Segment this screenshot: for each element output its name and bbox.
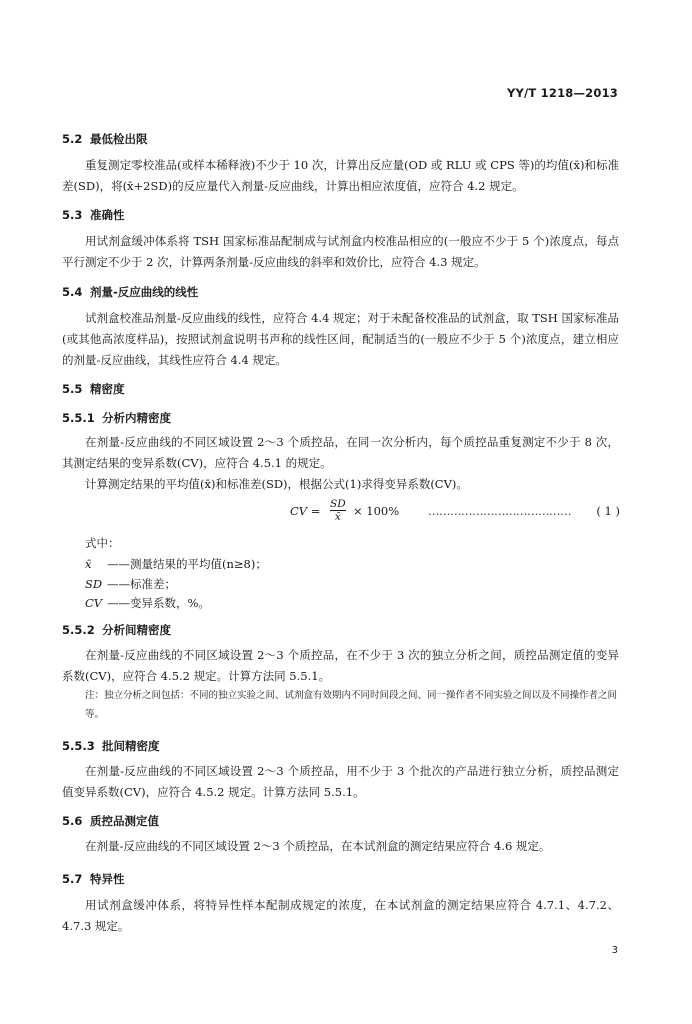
section-body-5-3: 用试剂盒缓冲体系将 TSH 国家标准品配制成与试剂盒内校准品相应的(一般应不少于 5 个)浓度点，每点平行测定不少于 2 次，计算两条剂量-反应曲线的斜率和效价比，应符合 4.3 规定。	[62, 234, 619, 269]
section-heading-5-6	[62, 813, 159, 829]
definition-symbol: CV	[85, 596, 103, 610]
section-body-5-7: 用试剂盒缓冲体系，将特异性样本配制成规定的浓度，在本试剂盒的测定结果应符合 4.7.1、4.7.2、4.7.3 规定。	[62, 898, 619, 933]
section-number: 5.5.3	[62, 739, 95, 753]
formula-number: ( 1 )	[596, 504, 620, 518]
section-number: 5.7	[62, 872, 83, 886]
section-number: 5.5.1	[62, 411, 95, 425]
standard-code-header: YY/T 1218—2013	[506, 86, 618, 100]
section-number: 5.6	[62, 814, 83, 828]
where-label: 式中：	[85, 536, 120, 550]
note	[85, 686, 620, 724]
section-body-5-2: 重复测定零校准品(或样本稀释液)不少于 10 次，计算出反应量(OD 或 RLU 或 CPS 等)的均值(x̄)和标准差(SD)，将(x̄+2SD)的反应量代入剂量-反应曲线，计算出相应浓度值，应符合 4.2 规定。	[62, 158, 619, 193]
section-heading-5-2	[62, 131, 148, 147]
section-body-5-5-1: 在剂量-反应曲线的不同区域设置 2～3 个质控品，在同一次分析内，每个质控品重复测定不少于 8 次，其测定结果的变异系数(CV)，应符合 4.5.1 的规定。	[62, 435, 619, 470]
formula-leader-dots: …………………………………	[428, 504, 571, 518]
formula-numerator: SD	[330, 498, 346, 510]
section-body-5-5-2: 在剂量-反应曲线的不同区域设置 2～3 个质控品，在不少于 3 次的独立分析之间，质控品测定值的变异系数(CV)，应符合 4.5.2 规定。计算方法同 5.5.1。	[62, 648, 619, 683]
section-heading-5-5-2	[62, 622, 171, 638]
note-text: 注：独立分析之间包括：不同的独立实验之间、试剂盒有效期内不同时间段之间、同一操作者不同实验之间以及不同操作者之间等。	[85, 690, 618, 720]
section-heading-5-5-3	[62, 738, 160, 754]
section-title: 准确性	[90, 208, 125, 222]
section-number: 5.5.2	[62, 623, 95, 637]
section-number: 5.2	[62, 132, 83, 146]
formula-denominator: x̄	[330, 510, 346, 523]
section-heading-5-7	[62, 871, 125, 887]
section-title: 精密度	[90, 382, 125, 396]
section-heading-5-5-1	[62, 410, 171, 426]
section-title: 最低检出限	[90, 132, 148, 146]
section-heading-5-3	[62, 207, 125, 223]
page-number: 3	[611, 945, 618, 956]
section-body-5-6: 在剂量-反应曲线的不同区域设置 2～3 个质控品，在本试剂盒的测定结果应符合 4.6 规定。	[85, 839, 551, 853]
definition-text: ——变异系数，%。	[107, 596, 210, 610]
section-number: 5.5	[62, 382, 83, 396]
section-title: 分析间精密度	[102, 623, 171, 637]
section-body-5-5-1-formula-intro: 计算测定结果的平均值(x̄)和标准差(SD)，根据公式(1)求得变异系数(CV)。	[85, 477, 468, 491]
section-title: 分析内精密度	[102, 411, 171, 425]
section-title: 质控品测定值	[90, 814, 159, 828]
section-heading-5-5	[62, 381, 125, 397]
definition-item	[85, 556, 267, 572]
section-title: 剂量-反应曲线的线性	[90, 285, 199, 299]
section-number: 5.3	[62, 208, 83, 222]
formula-factor: × 100%	[353, 504, 400, 518]
section-body-5-5-3: 在剂量-反应曲线的不同区域设置 2～3 个质控品，用不少于 3 个批次的产品进行独立分析，质控品测定值变异系数(CV)，应符合 4.5.2 规定。计算方法同 5.5.1。	[62, 764, 619, 799]
cv-formula	[290, 498, 620, 524]
section-title: 特异性	[90, 872, 125, 886]
formula-fraction	[330, 498, 346, 523]
definition-symbol: x̄	[85, 557, 92, 571]
definition-symbol: SD	[85, 577, 103, 591]
definition-text: ——标准差；	[107, 577, 176, 591]
section-body-5-4: 试剂盒校准品剂量-反应曲线的线性，应符合 4.4 规定；对于未配备校准品的试剂盒，取 TSH 国家标准品(或其他高浓度样品)，按照试剂盒说明书声称的线性区间，配制适当的(一般应不少于 5 个)浓度点，建立相应的剂量-反应曲线，其线性应符合 4.4 规定。	[62, 311, 619, 367]
definition-text: ——测量结果的平均值(n≥8)；	[107, 557, 267, 571]
section-title: 批间精密度	[102, 739, 160, 753]
section-heading-5-4	[62, 284, 198, 300]
definition-item	[85, 576, 176, 592]
formula-lhs: CV =	[290, 504, 321, 518]
definition-item	[85, 595, 210, 611]
section-number: 5.4	[62, 285, 83, 299]
